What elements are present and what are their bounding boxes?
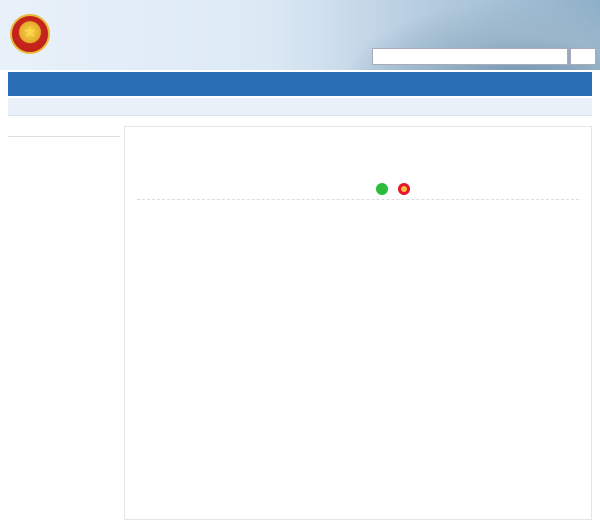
main-nav (8, 72, 592, 96)
nav-item-shuju[interactable] (453, 72, 517, 96)
weibo-icon[interactable] (398, 183, 410, 195)
divider (137, 199, 579, 200)
nav-item-hudong[interactable] (389, 72, 453, 96)
nav-item-jiandu[interactable] (518, 72, 592, 96)
breadcrumb[interactable] (8, 98, 592, 116)
sidebar (8, 122, 120, 520)
nav-item-zhengwu[interactable] (186, 72, 250, 96)
nav-item-dangfeng[interactable] (250, 72, 324, 96)
share-buttons (373, 183, 413, 195)
sidebar-item-active[interactable] (8, 137, 120, 157)
nav-item-xinwen[interactable] (121, 72, 185, 96)
nav-item-fuwu[interactable] (324, 72, 388, 96)
nav-item-jigou[interactable] (57, 72, 121, 96)
sidebar-title (8, 122, 120, 137)
search-input[interactable] (382, 52, 567, 62)
article-panel (124, 126, 592, 520)
search-bar (372, 48, 568, 65)
article-meta (125, 183, 591, 195)
nav-home[interactable] (8, 72, 57, 96)
site-header (0, 0, 600, 70)
wechat-icon[interactable] (376, 183, 388, 195)
font-size-control (319, 185, 349, 194)
print-button[interactable] (355, 184, 367, 194)
national-emblem-icon[interactable] (10, 14, 50, 54)
search-button[interactable] (570, 48, 596, 65)
